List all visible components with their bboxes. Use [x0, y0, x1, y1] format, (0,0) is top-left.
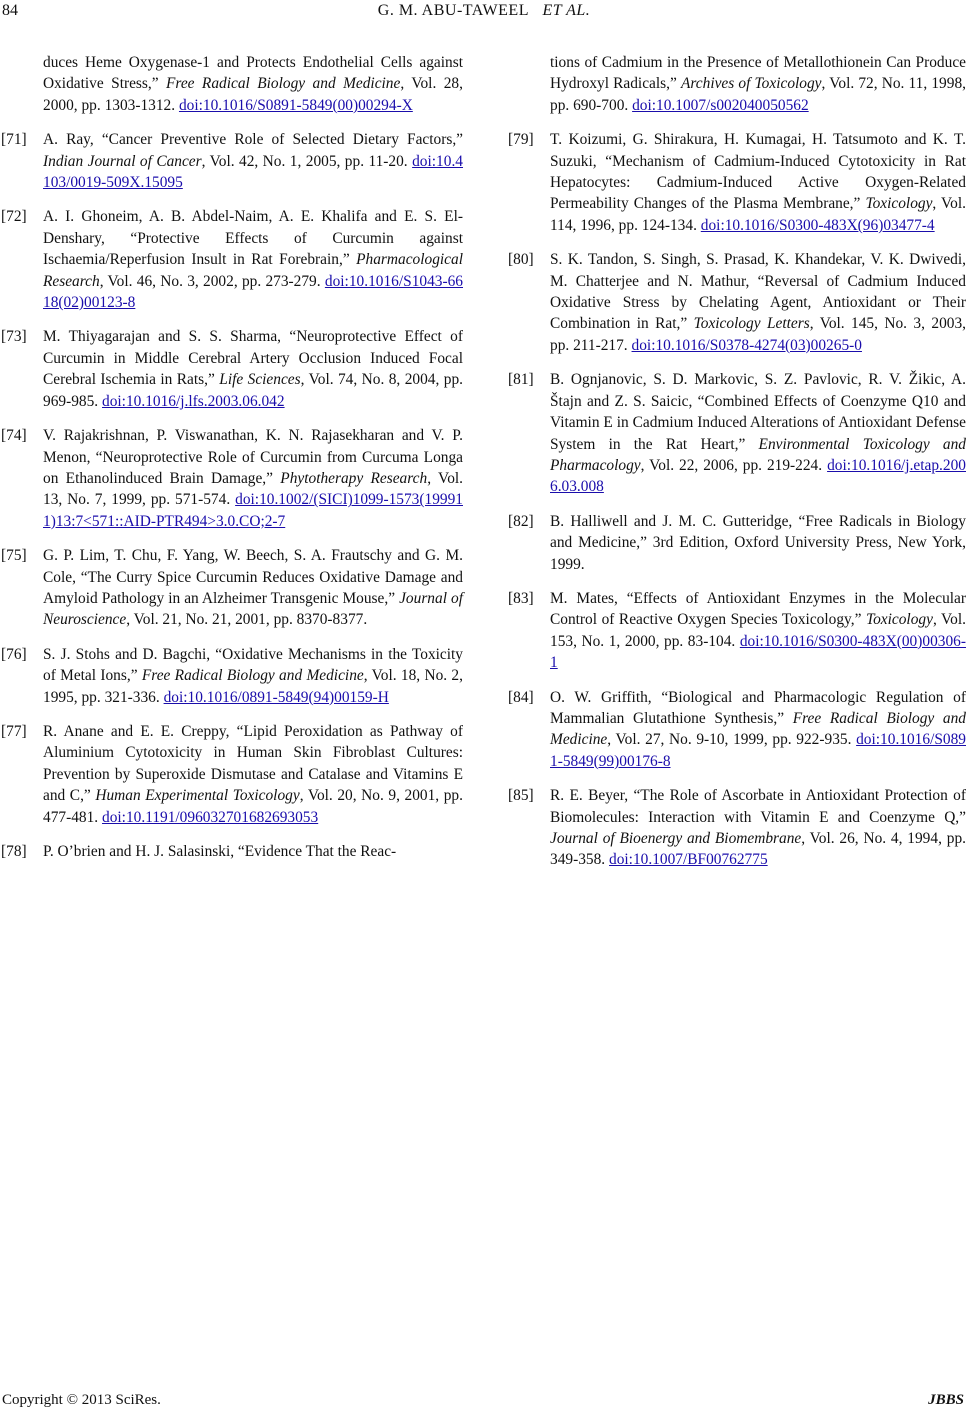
ref-details: , Vol. 22, 2006, pp. 219-224. [640, 456, 823, 474]
ref-number: [83] [508, 589, 534, 607]
reference-item [508, 369, 966, 497]
reference-list [1, 129, 463, 862]
running-head [0, 2, 968, 20]
doi-link[interactable]: doi:10.1007/BF00762775 [609, 851, 768, 869]
doi-link[interactable]: doi:10.1016/S0891-5849(00)00294-X [178, 96, 413, 114]
ref-text: tions of Cadmium in the Presence of Metallothionein Can Produce Hydroxyl Radicals,” [550, 54, 966, 93]
ref-details: , Vol. 46, No. 3, 2002, pp. 273-279. [99, 272, 321, 290]
ref-text: O. W. Griffith, “Biological and Pharmacologic Regulation of Mammalian Glutathione Synthesis,” [550, 688, 966, 727]
reference-item [1, 644, 463, 708]
ref-journal: Free Radical Biology and Medicine [141, 667, 364, 685]
reference-item [1, 129, 463, 193]
ref-details: , Vol. 72, No. 11, 1998, pp. 690-700. [550, 75, 966, 114]
ref-journal: Journal of Neuroscience [43, 589, 463, 629]
left-column [1, 52, 463, 875]
doi-link[interactable]: doi:10.1016/j.etap.2006.03.008 [550, 456, 966, 496]
ref-text: R. E. Beyer, “The Role of Ascorbate in Antioxidant Protection of Biomolecules: Interaction with Vitamin E and Coenzyme Q,” [550, 787, 966, 826]
ref-text: T. Koizumi, G. Shirakura, H. Kumagai, H. Tatsumoto and K. T. Suzuki, “Mechanism of Cadmium-Induced Cytotoxicity in Rat Hepatocytes: Cadmium-Induced Active Oxygen-Related Permeability Changes of the Plasma Membrane,” [550, 131, 966, 213]
ref-text: G. P. Lim, T. Chu, F. Yang, W. Beech, S. A. Frautschy and G. M. Cole, “The Curry Spice Curcumin Reduces Oxidative Damage and Amyloid Pathology in an Alzheimer Transgenic Mouse,” [43, 547, 463, 607]
reference-item [508, 588, 966, 674]
ref-details: , Vol. 153, No. 1, 2000, pp. 83-104. [550, 611, 966, 650]
ref-details: , Vol. 13, No. 7, 1999, pp. 571-574. [43, 469, 464, 509]
ref-details: , Vol. 42, No. 1, 2005, pp. 11-20. [201, 152, 408, 170]
ref-number: [82] [508, 512, 534, 530]
doi-link[interactable]: doi:10.1191/096032701682693053 [102, 808, 319, 826]
ref-journal: Toxicology [865, 611, 933, 629]
ref-text: B. Halliwell and J. M. C. Gutteridge, “Free Radicals in Biology and Medicine,” 3rd Edition, Oxford University Press, New York, 1999. [550, 512, 966, 573]
ref-journal: Toxicology [865, 195, 933, 213]
page-number: 84 [2, 2, 18, 19]
ref-number: [71] [1, 131, 27, 149]
ref-details: , Vol. 21, No. 21, 2001, pp. 8370-8377. [126, 611, 368, 629]
reference-item [1, 425, 463, 532]
ref-number: [76] [1, 645, 27, 663]
ref-number: [74] [1, 427, 27, 445]
reference-item [1, 721, 463, 828]
journal-abbreviation: JBBS [928, 1392, 964, 1408]
ref-text: B. Ognjanovic, S. D. Markovic, S. Z. Pavlovic, R. V. Žikic, A. Štajn and Z. S. Saicic, “Combined Effects of Coenzyme Q10 and Vitamin E in Cadmium Induced Alterations of Antioxidant Defense System in the Rat Heart,” [550, 371, 966, 453]
ref-number: [77] [1, 722, 27, 740]
ref-text: R. Anane and E. E. Creppy, “Lipid Peroxidation as Pathway of Aluminium Cytotoxicity in Human Skin Fibroblast Cultures: Prevention by Superoxide Dismutase and Catalase and Vitamins E and C,” [43, 722, 463, 805]
ref-journal: Journal of Bioenergy and Biomembrane [550, 830, 802, 847]
reference-item [1, 545, 463, 631]
doi-link[interactable]: doi:10.1016/j.lfs.2003.06.042 [102, 392, 285, 410]
ref-number: [72] [1, 208, 27, 226]
doi-link[interactable]: doi:10.1016/S0300-483X(00)00306-1 [550, 632, 966, 672]
reference-item [508, 687, 966, 773]
doi-link[interactable]: doi:10.1002/(SICI)1099-1573(199911)13:7<571::AID-PTR494>3.0.CO;2-7 [43, 491, 463, 530]
ref-journal: Free Radical Biology and Medicine [550, 709, 966, 749]
ref-number: [85] [508, 787, 534, 805]
doi-link[interactable]: doi:10.1016/S0378-4274(03)00265-0 [631, 336, 862, 354]
ref-details: , Vol. 145, No. 3, 2003, pp. 211-217. [550, 315, 966, 354]
ref-details: , Vol. 27, No. 9-10, 1999, pp. 922-935. [607, 731, 852, 749]
ref-text: P. O’brien and H. J. Salasinski, “Evidence That the Reac- [43, 843, 397, 860]
ref-details: , Vol. 26, No. 4, 1994, pp. 349-358. [550, 830, 966, 869]
ref-journal: Phytotherapy Research [280, 469, 428, 487]
ref-number: [80] [508, 251, 534, 269]
right-column [508, 52, 966, 884]
ref-text: A. I. Ghoneim, A. B. Abdel-Naim, A. E. Khalifa and E. S. El-Denshary, “Protective Effects of Curcumin against Ischaemia/Reperfusion Insult in Rat Forebrain,” [43, 208, 463, 269]
ref-journal: Free Radical Biology and Medicine [166, 75, 401, 93]
ref-text: duces Heme Oxygenase-1 and Protects Endothelial Cells against Oxidative Stress,” [43, 54, 463, 93]
ref-details: , Vol. 28, 2000, pp. 1303-1312. [43, 75, 463, 114]
ref-details: , Vol. 20, No. 9, 2001, pp. 477-481. [43, 787, 463, 826]
reference-item [508, 129, 966, 236]
ref-text: S. K. Tandon, S. Singh, S. Prasad, K. Khandekar, V. K. Dwivedi, M. Chatterjee and N. Mathur, “Reversal of Cadmium Induced Oxidative Stress by Chelating Agent, Antioxidant or Their Combination in Rat,” [550, 251, 966, 333]
ref-journal: Pharmacological Research [43, 251, 463, 290]
reference-item [1, 841, 463, 862]
reference-continuation [1, 52, 463, 116]
ref-details: , Vol. 74, No. 8, 2004, pp. 969-985. [43, 371, 463, 410]
ref-journal: Archives of Toxicology [680, 75, 822, 93]
doi-link[interactable]: doi:10.1016/0891-5849(94)00159-H [163, 688, 389, 706]
ref-number: [78] [1, 843, 27, 860]
reference-item [508, 511, 966, 575]
reference-continuation [508, 52, 966, 116]
ref-text: V. Rajakrishnan, P. Viswanathan, K. N. Rajasekharan and V. P. Menon, “Neuroprotective Role of Curcumin from Curcuma Longa on Ethanolinduced Brain Damage,” [43, 427, 463, 487]
ref-number: [79] [508, 131, 534, 149]
ref-journal: Environmental Toxicology and Pharmacology [550, 435, 966, 474]
ref-number: [75] [1, 547, 27, 565]
page-footer [0, 1392, 968, 1414]
ref-details: , Vol. 18, No. 2, 1995, pp. 321-336. [43, 667, 463, 706]
doi-link[interactable]: doi:10.1016/S1043-6618(02)00123-8 [43, 272, 463, 312]
page-header [0, 0, 968, 28]
ref-details: , Vol. 114, 1996, pp. 124-134. [550, 195, 966, 234]
doi-link[interactable]: doi:10.1016/S0891-5849(99)00176-8 [550, 731, 966, 770]
reference-item [1, 206, 463, 313]
ref-journal: Human Experimental Toxicology [95, 787, 300, 805]
ref-number: [81] [508, 371, 534, 389]
ref-journal: Indian Journal of Cancer [43, 152, 202, 170]
ref-text: M. Mates, “Effects of Antioxidant Enzymes in the Molecular Control of Reactive Oxygen Species Toxicology,” [550, 589, 966, 629]
ref-number: [84] [508, 688, 534, 706]
ref-text: A. Ray, “Cancer Preventive Role of Selected Dietary Factors,” [43, 131, 463, 149]
running-head-et-al: ET AL. [542, 2, 591, 19]
ref-number: [73] [1, 328, 27, 346]
doi-link[interactable]: doi:10.1007/s002040050562 [632, 96, 809, 114]
copyright-notice: Copyright © 2013 SciRes. [2, 1392, 161, 1408]
doi-link[interactable]: doi:10.4103/0019-509X.15095 [43, 152, 463, 192]
reference-item [508, 785, 966, 871]
reference-item [508, 249, 966, 356]
reference-item [1, 326, 463, 412]
ref-journal: Toxicology Letters [693, 315, 810, 333]
running-head-authors: G. M. ABU-TAWEEL [377, 2, 529, 19]
doi-link[interactable]: doi:10.1016/S0300-483X(96)03477-4 [700, 216, 935, 234]
reference-list [508, 129, 966, 871]
ref-journal: Life Sciences [219, 371, 301, 389]
ref-text: M. Thiyagarajan and S. S. Sharma, “Neuroprotective Effect of Curcumin in Middle Cerebral Artery Occlusion Induced Focal Cerebral Ischemia in Rats,” [43, 328, 463, 389]
ref-text: S. J. Stohs and D. Bagchi, “Oxidative Mechanisms in the Toxicity of Metal Ions,” [43, 645, 463, 685]
